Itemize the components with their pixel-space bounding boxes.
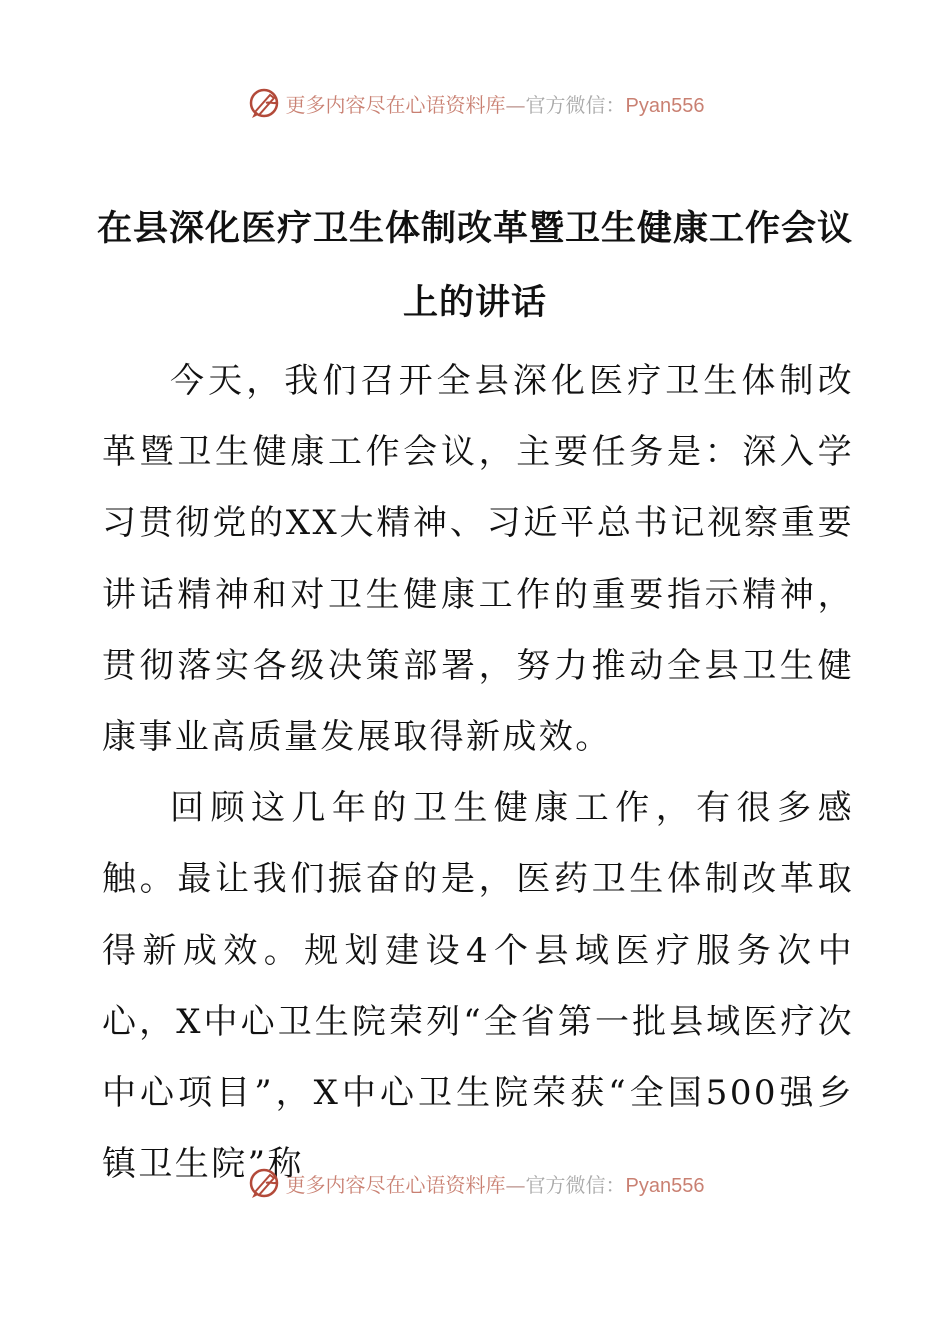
- watermark-text: [286, 89, 705, 118]
- watermark-label: 官方微信：: [525, 92, 626, 117]
- watermark-separator: —: [505, 92, 526, 117]
- pen-nib-logo-icon: [246, 1165, 282, 1201]
- header-watermark: [0, 83, 950, 123]
- document-body: [102, 346, 854, 1200]
- watermark-site: 更多内容尽在心语资料库: [285, 92, 506, 117]
- watermark-label: 官方微信：: [525, 1172, 626, 1197]
- watermark-id: Pyan556: [625, 1174, 705, 1197]
- watermark-text: [286, 1169, 705, 1198]
- watermark-id: Pyan556: [625, 94, 705, 117]
- paragraph-1: 今天，我们召开全县深化医疗卫生体制改革暨卫生健康工作会议，主要任务是：深入学习贯彻党的XX大精神、习近平总书记视察重要讲话精神和对卫生健康工作的重要指示精神，贯彻落实各级决策部署，努力推动全县卫生健康事业高质量发展取得新成效。: [102, 361, 854, 758]
- footer-watermark: [0, 1163, 950, 1203]
- pen-nib-logo-icon: [246, 85, 282, 121]
- paragraph-2: 回顾这几年的卫生健康工作，有很多感触。最让我们振奋的是，医药卫生体制改革取得新成效。规划建设4个县域医疗服务次中心，X中心卫生院荣列“全省第一批县域医疗次中心项目”，X中心卫生院荣获“全国500强乡镇卫生院”称: [102, 788, 854, 1185]
- watermark-site: 更多内容尽在心语资料库: [285, 1172, 506, 1197]
- document-title: 在县深化医疗卫生体制改革暨卫生健康工作会议上的讲话: [96, 209, 853, 323]
- watermark-separator: —: [505, 1172, 526, 1197]
